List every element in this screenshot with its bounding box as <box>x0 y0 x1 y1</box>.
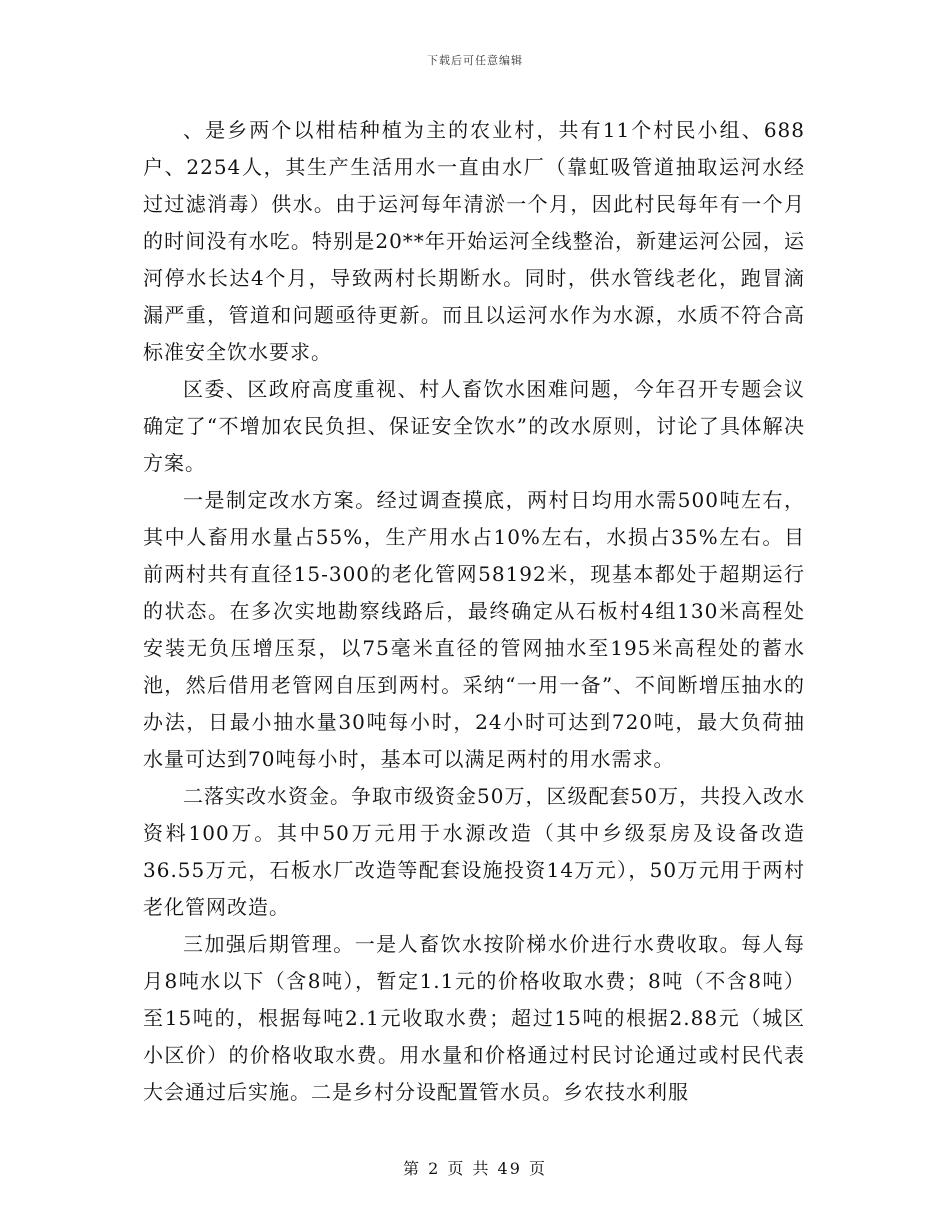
paragraph-1: 、是乡两个以柑桔种植为主的农业村，共有11个村民小组、688户、2254人，其生产生活用水一直由水厂（靠虹吸管道抽取运河水经过过滤消毒）供水。由于运河每年清淤一个月，因此村民每年有一个月的时间没有水吃。特别是20**年开始运河全线整治，新建运河公园，运河停水长达4个月，导致两村长期断水。同时，供水管线老化，跑冒滴漏严重，管道和问题亟待更新。而且以运河水作为水源，水质不符合高标准安全饮水要求。 <box>143 118 805 364</box>
page-number-footer: 第 2 页 共 49 页 <box>403 1159 547 1178</box>
paragraph-2: 区委、区政府高度重视、村人畜饮水困难问题，今年召开专题会议确定了“不增加农民负担、保证安全饮水”的改水原则，讨论了具体解决方案。 <box>143 377 805 475</box>
paragraph-5: 三加强后期管理。一是人畜饮水按阶梯水价进行水费收取。每人每月8吨水以下（含8吨），暂定1.1元的价格收取水费；8吨（不含8吨）至15吨的，根据每吨2.1元收取水费；超过15吨的根据2.88元（城区小区价）的价格收取水费。用水量和价格通过村民讨论通过或村民代表大会通过后实施。二是乡村分设配置管水员。乡农技水利服 <box>143 932 805 1104</box>
document-body <box>143 112 805 1111</box>
paragraph-3: 一是制定改水方案。经过调查摸底，两村日均用水需500吨左右，其中人畜用水量占55%，生产用水占10%左右，水损占35%左右。目前两村共有直径15-300的老化管网58192米，现基本都处于超期运行的状态。在多次实地勘察线路后，最终确定从石板村4组130米高程处安装无负压增压泵，以75毫米直径的管网抽水至195米高程处的蓄水池，然后借用老管网自压到两村。采纳“一用一备”、不间断增压抽水的办法，日最小抽水量30吨每小时，24小时可达到720吨，最大负荷抽水量可达到70吨每小时，基本可以满足两村的用水需求。 <box>143 488 805 771</box>
paragraph-4: 二落实改水资金。争取市级资金50万，区级配套50万，共投入改水资料100万。其中50万元用于水源改造（其中乡级泵房及设备改造36.55万元，石板水厂改造等配套设施投资14万元），50万元用于两村老化管网改造。 <box>143 784 805 919</box>
page-header: 下载后可任意编辑 <box>427 54 523 67</box>
